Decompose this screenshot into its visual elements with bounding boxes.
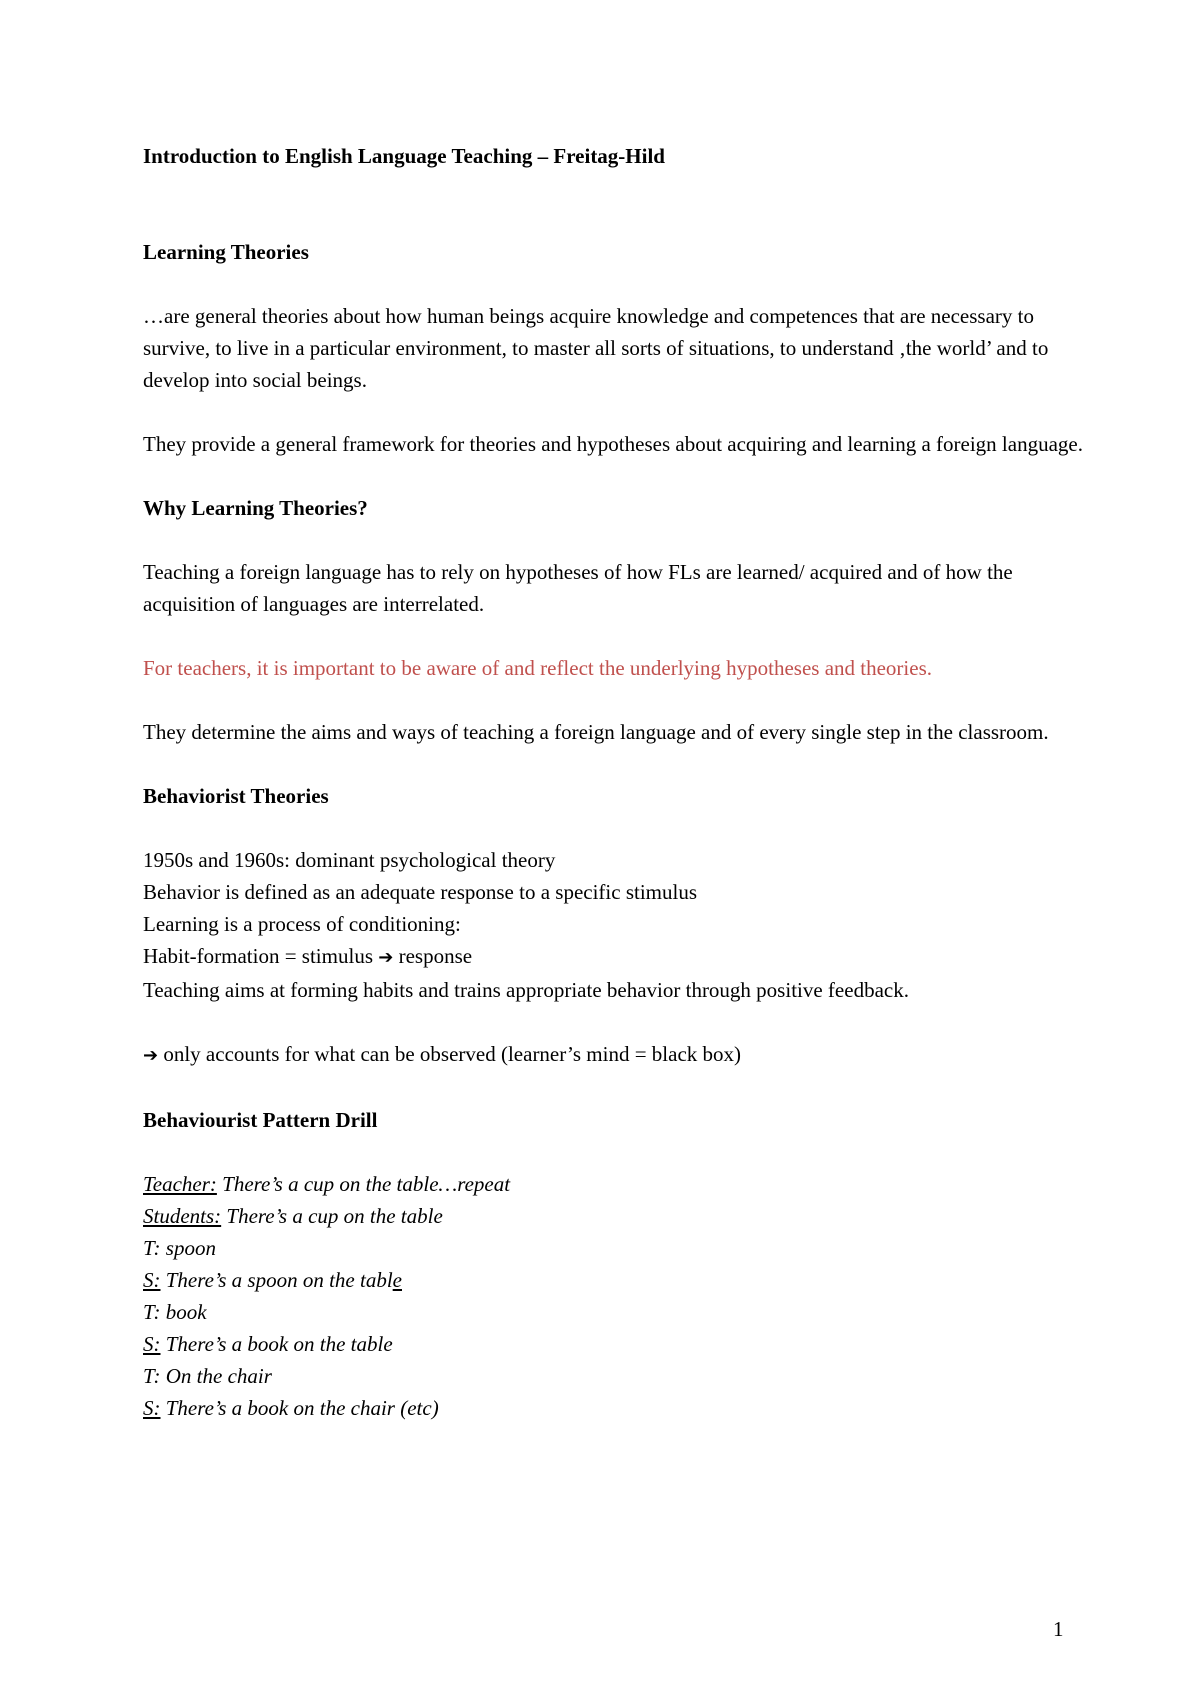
behaviorist-line: Teaching aims at forming habits and trains appropriate behavior through positive feedback. [143,978,909,1002]
document-page [143,140,1083,1424]
drill-line [143,1200,1083,1232]
paragraph-learning-theories-definition: …are general theories about how human beings acquire knowledge and competences that are necessary to survive, to live in a particular environment, to master all sorts of situations, to understand ‚the world’ and to develop into social beings. [143,304,1049,392]
heading-pattern-drill: Behaviourist Pattern Drill [143,1108,378,1132]
drill-speaker: T: [143,1364,161,1388]
paragraph-teachers-highlight: For teachers, it is important to be aware of and reflect the underlying hypotheses and theories. [143,656,932,680]
spacer [143,1072,1083,1104]
drill-line [143,1296,1083,1328]
drill-speaker: T: [143,1300,161,1324]
spacer [143,620,1083,652]
spacer [143,1006,1083,1038]
pattern-drill-dialogue [143,1168,1083,1424]
behaviorist-line: Behavior is defined as an adequate response to a specific stimulus [143,880,697,904]
drill-line [143,1392,1083,1424]
drill-text: There’s a book on the table [160,1332,393,1356]
heading-why-learning-theories: Why Learning Theories? [143,496,368,520]
observation-note-text: only accounts for what can be observed (learner’s mind = black box) [158,1042,742,1066]
spacer [143,396,1083,428]
drill-text: There’s a cup on the table…repeat [216,1172,511,1196]
behaviorist-lines [143,844,1083,1006]
paragraph-aims-and-ways: They determine the aims and ways of teaching a foreign language and of every single step in the classroom. [143,720,1049,744]
drill-text: spoon [160,1236,216,1260]
spacer [143,1136,1083,1168]
right-arrow-icon: ➔ [143,1045,159,1066]
drill-speaker: S: [143,1268,161,1292]
habit-formation-line [143,940,1083,974]
drill-line [143,1232,1083,1264]
heading-learning-theories: Learning Theories [143,240,309,264]
drill-line [143,1168,1083,1200]
page-number: 1 [1053,1617,1064,1641]
spacer [143,684,1083,716]
drill-speaker: S: [143,1332,161,1356]
drill-speaker: T: [143,1236,161,1260]
habit-formation-text: Habit-formation = stimulus [143,944,379,968]
spacer [143,524,1083,556]
spacer [143,268,1083,300]
drill-text: book [160,1300,207,1324]
drill-speaker: Teacher: [143,1172,217,1196]
drill-text: There’s a book on the chair (etc) [160,1396,439,1420]
drill-text: There’s a cup on the table [221,1204,443,1228]
drill-line [143,1360,1083,1392]
observation-note [143,1038,1083,1072]
spacer [143,812,1083,844]
behaviorist-line: 1950s and 1960s: dominant psychological theory [143,848,556,872]
drill-speaker: S: [143,1396,161,1420]
drill-text: On the chair [160,1364,272,1388]
right-arrow-icon: ➔ [378,947,394,968]
drill-text: There’s a spoon on the tabl [160,1268,393,1292]
drill-speaker: Students: [143,1204,222,1228]
paragraph-learning-theories-framework: They provide a general framework for theories and hypotheses about acquiring and learning a foreign language. [143,432,1083,456]
heading-behaviorist-theories: Behaviorist Theories [143,784,329,808]
spacer [143,748,1083,780]
habit-formation-response: response [393,944,473,968]
document-title: Introduction to English Language Teaching – Freitag-Hild [143,144,665,168]
behaviorist-line: Learning is a process of conditioning: [143,912,461,936]
paragraph-why-hypotheses: Teaching a foreign language has to rely on hypotheses of how FLs are learned/ acquired and of how the acquisition of languages are interrelated. [143,560,1013,616]
spacer [143,460,1083,492]
drill-line [143,1264,1083,1296]
drill-line [143,1328,1083,1360]
spacer [143,172,1083,236]
drill-text-tail: e [392,1268,402,1292]
